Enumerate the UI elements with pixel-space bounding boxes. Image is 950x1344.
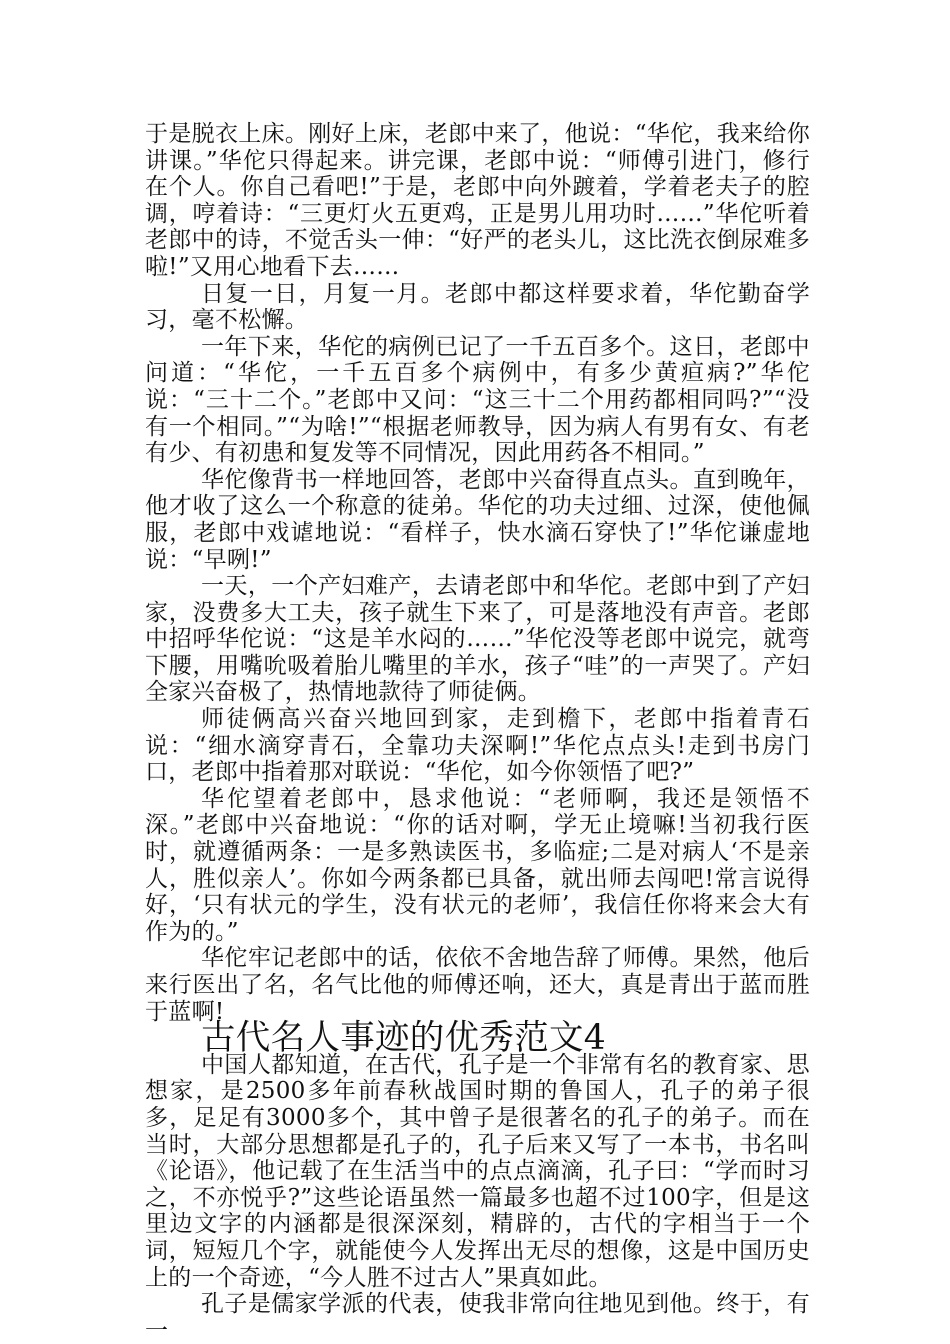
paragraph-10: 孔子是儒家学派的代表，使我非常向往地见到他。终于，有一 <box>145 1291 810 1344</box>
document-page <box>145 121 810 1344</box>
paragraph-6: 师徒俩高兴奋兴地回到家，走到檐下，老郎中指着青石说：“细水滴穿青石，全靠功夫深啊!”华佗点点头!走到书房门口，老郎中指着那对联说：“华佗，如今你领悟了吧?” <box>145 706 810 786</box>
paragraph-7: 华佗望着老郎中，恳求他说：“老师啊，我还是领悟不深。”老郎中兴奋地说：“你的话对啊，学无止境嘛!当初我行医时，就遵循两条：一是多熟读医书，多临症;二是对病人‘不是亲人，胜似亲人’。你如今两条都已具备，就出师去闯吧!常言说得好，‘只有状元的学生，没有状元的老师’，我信任你将来会大有作为的。” <box>145 785 810 945</box>
paragraph-8: 华佗牢记老郎中的话，依依不舍地告辞了师傅。果然，他后来行医出了名，名气比他的师傅还响，还大，真是青出于蓝而胜于蓝啊! <box>145 945 810 1025</box>
paragraph-5: 一天，一个产妇难产，去请老郎中和华佗。老郎中到了产妇家，没费多大工夫，孩子就生下来了，可是落地没有声音。老郎中招呼华佗说：“这是羊水闷的……”华佗没等老郎中说完，就弯下腰，用嘴吮吸着胎儿嘴里的羊水，孩子“哇”的一声哭了。产妇全家兴奋极了，热情地款待了师徒俩。 <box>145 573 810 706</box>
section-heading: 古代名人事迹的优秀范文4 <box>201 1018 607 1059</box>
paragraph-1: 于是脱衣上床。刚好上床，老郎中来了，他说：“华佗，我来给你讲课。”华佗只得起来。讲完课，老郎中说：“师傅引进门，修行在个人。你自己看吧!”于是，老郎中向外踱着，学着老夫子的腔调，哼着诗：“三更灯火五更鸡，正是男儿用功时……”华佗听着老郎中的诗，不觉舌头一伸：“好严的老头儿，这比洗衣倒尿难多啦!”又用心地看下去…… <box>145 121 810 280</box>
paragraph-9: 中国人都知道，在古代，孔子是一个非常有名的教育家、思想家，是2500多年前春秋战国时期的鲁国人，孔子的弟子很多，足足有3000多个，其中曾子是很著名的孔子的弟子。而在当时，大部分思想都是孔子的，孔子后来又写了一本书，书名叫《论语》，他记载了在生活当中的点点滴滴，孔子曰：“学而时习之，不亦悦乎?”这些论语虽然一篇最多也超不过100字，但是这里边文字的内涵都是很深深刻，精辟的，古代的字相当于一个词，短短几个字，就能使今人发挥出无尽的想像，这是中国历史上的一个奇迹，“今人胜不过古人”果真如此。 <box>145 1051 810 1291</box>
paragraph-4: 华佗像背书一样地回答，老郎中兴奋得直点头。直到晚年，他才收了这么一个称意的徒弟。华佗的功夫过细、过深，使他佩服，老郎中戏谑地说：“看样子，快水滴石穿快了!”华佗谦虚地说：“早咧!” <box>145 466 810 573</box>
paragraph-2: 日复一日，月复一月。老郎中都这样要求着，华佗勤奋学习，毫不松懈。 <box>145 280 810 334</box>
paragraph-3: 一年下来，华佗的病例已记了一千五百多个。这日，老郎中问道：“华佗，一千五百多个病例中，有多少黄疸病?”华佗说：“三十二个。”老郎中又问：“这三十二个用药都相同吗?”“没有一个相同。”“为啥!”“根据老师教导，因为病人有男有女、有老有少、有初患和复发等不同情况，因此用药各不相同。” <box>145 333 810 467</box>
